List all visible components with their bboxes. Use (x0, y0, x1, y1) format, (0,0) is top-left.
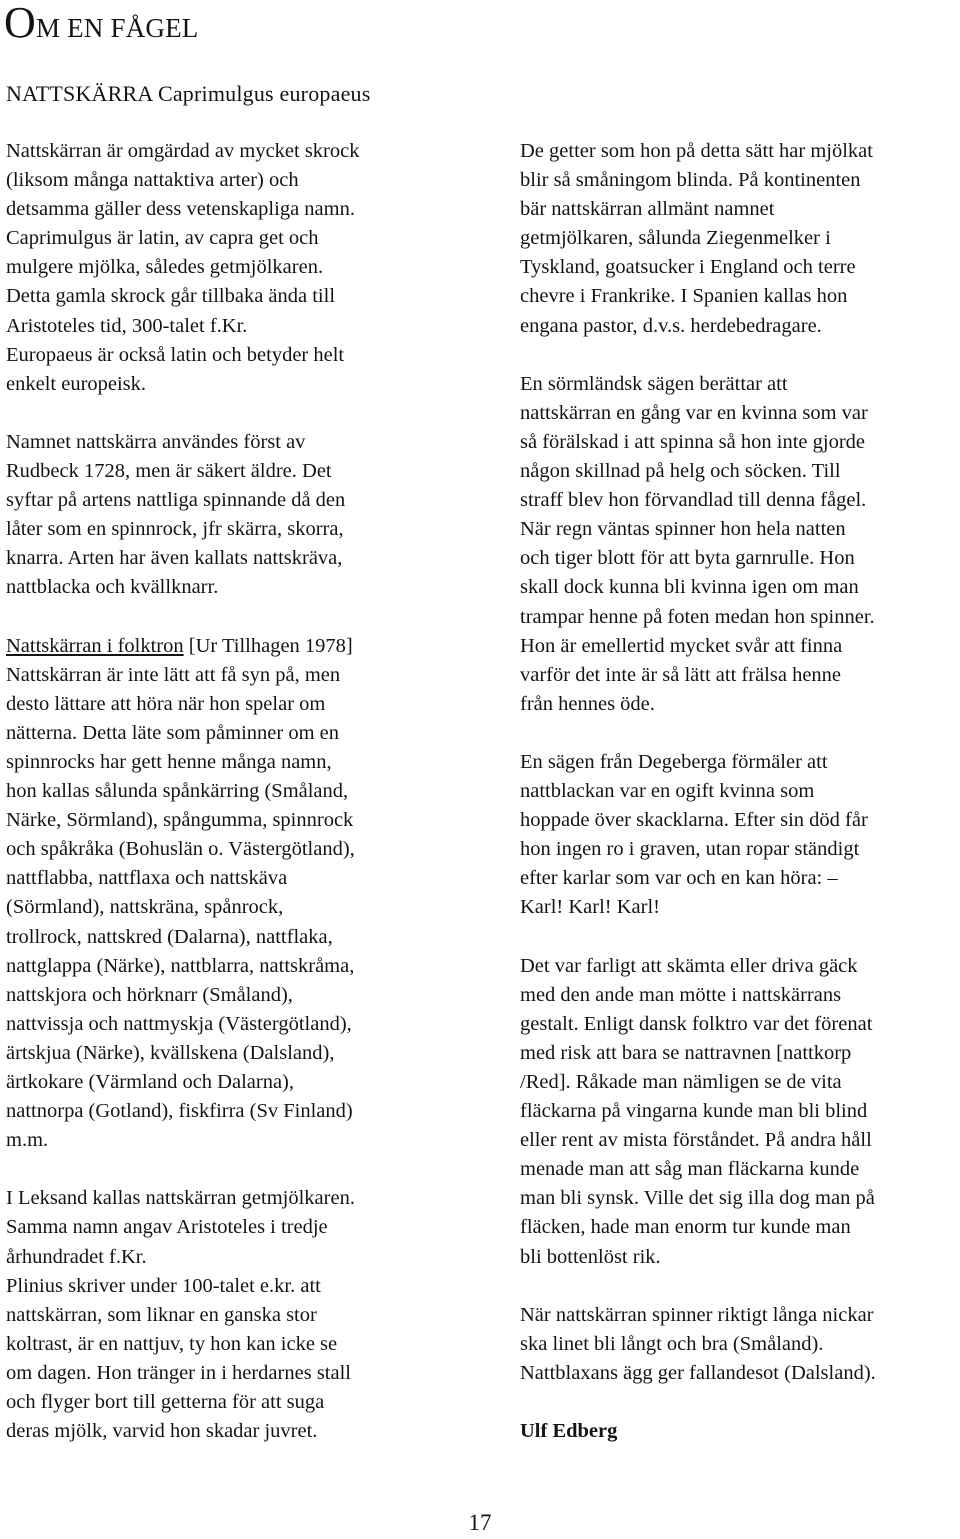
text-line: Tyskland, goatsucker i England och terre (520, 256, 856, 279)
text-line: skall dock kunna bli kvinna igen om man (520, 576, 859, 599)
text-line: Plinius skriver under 100-talet e.kr. att (6, 1274, 321, 1297)
text-line: nattvissja och nattmyskja (Västergötland), (6, 1012, 352, 1035)
text-line: En sörmländsk sägen berättar att (520, 372, 788, 395)
text-line: ärtkokare (Värmland och Dalarna), (6, 1071, 294, 1093)
article-subtitle: NATTSKÄRRA Caprimulgus europaeus (6, 81, 371, 106)
text-line: man bli synsk. Ville det sig illa dog man på (520, 1187, 875, 1210)
text-line: Rudbeck 1728, men är säkert äldre. Det (6, 460, 332, 483)
text-line: Caprimulgus är latin, av capra get och (6, 227, 319, 250)
paragraph-body (6, 661, 460, 1156)
text-line: bli bottenlöst rik. (520, 1245, 661, 1268)
folklore-heading: Nattskärran i folktron (6, 634, 184, 657)
text-line: ärtskjua (Närke), kvällskena (Dalsland), (6, 1041, 335, 1064)
text-line: Närke, Sörmland), spångumma, spinnrock (6, 809, 354, 832)
text-line: Nattblaxans ägg ger fallandesot (Dalsland). (520, 1361, 876, 1384)
folklore-source: [Ur Tillhagen 1978] (183, 634, 353, 657)
text-line: Europaeus är också latin och betyder helt (6, 343, 345, 366)
text-line: hon kallas sålunda spånkärring (Småland, (6, 780, 349, 803)
text-line: Nattskärran är omgärdad av mycket skrock (6, 140, 360, 162)
text-line: med den ande man mötte i nattskärrans (520, 983, 842, 1006)
text-line: fläckarna på vingarna kunde man bli blind (520, 1100, 868, 1123)
text-line: koltrast, är en nattjuv, ty hon kan icke se (6, 1332, 338, 1355)
text-line: Samma namn angav Aristoteles i tredje (6, 1216, 328, 1239)
text-line: århundradet f.Kr. (6, 1245, 147, 1268)
text-line: om dagen. Hon tränger in i herdarnes stall (6, 1361, 351, 1384)
author-signature: Ulf Edberg (520, 1420, 618, 1443)
page-heading (4, 0, 198, 51)
text-line: gestalt. Enligt dansk folktro var det förenat (520, 1012, 873, 1035)
text-line: Namnet nattskärra användes först av (6, 430, 306, 453)
text-line: blir så småningom blinda. På kontinenten (520, 169, 861, 192)
text-line: nattflabba, nattflaxa och nattskäva (6, 867, 288, 890)
text-line: låter som en spinnrock, jfr skärra, skorra, (6, 518, 344, 541)
paragraph (520, 370, 960, 719)
text-line: nattblackan var en ogift kvinna som (520, 780, 815, 803)
heading-rest: M EN FÅGEL (35, 13, 199, 43)
text-line: och tiger blott för att byta garnrulle. Hon (520, 547, 855, 570)
text-line: straff blev hon förvandlad till denna fågel. (520, 489, 867, 512)
text-line: nattskärran, som liknar en ganska stor (6, 1303, 317, 1326)
text-line: Det var farligt att skämta eller driva gäck (520, 954, 858, 977)
text-line: varför det inte är så lätt att frälsa henne (520, 663, 842, 686)
text-line: deras mjölk, varvid hon skadar juvret. (6, 1420, 318, 1443)
text-line: nattskärran en gång var en kvinna som var (520, 401, 868, 424)
text-line: och spåkråka (Bohuslän o. Västergötland), (6, 838, 355, 861)
paragraph (520, 952, 960, 1272)
text-line: Nattskärran är inte lätt att få syn på, men (6, 663, 341, 686)
text-line: eller rent av mista förståndet. På andra håll (520, 1129, 872, 1152)
text-line: m.m. (6, 1129, 49, 1152)
text-line: detsamma gäller dess vetenskapliga namn. (6, 198, 355, 221)
text-line: bär nattskärran allmänt namnet (520, 198, 775, 221)
text-line: Hon är emellertid mycket svår att finna (520, 634, 843, 657)
text-line: mulgere mjölka, således getmjölkaren. (6, 256, 324, 279)
text-line: ska linet bli långt och bra (Småland). (520, 1332, 824, 1355)
text-line: fläcken, hade man enorm tur kunde man (520, 1216, 851, 1239)
paragraph (6, 428, 460, 603)
text-line: nattnorpa (Gotland), fiskfirra (Sv Finland) (6, 1100, 353, 1123)
text-line: spinnrocks har gett henne många namn, (6, 750, 332, 773)
text-line: I Leksand kallas nattskärran getmjölkaren. (6, 1187, 355, 1210)
text-line: engana pastor, d.v.s. herdebedragare. (520, 314, 822, 337)
text-line: (liksom många nattaktiva arter) och (6, 169, 299, 192)
text-line: så förälskad i att spinna så hon inte gjorde (520, 430, 865, 453)
text-line: nattskjora och hörknarr (Småland), (6, 983, 293, 1006)
paragraph (6, 137, 460, 399)
text-line: efter karlar som var och en kan höra: – (520, 867, 838, 890)
paragraph (6, 1184, 460, 1446)
text-line: och flyger bort till getterna för att suga (6, 1391, 325, 1414)
text-line: nätterna. Detta läte som påminner om en (6, 721, 340, 744)
text-line: nattblacka och kvällknarr. (6, 576, 219, 599)
text-line: trampar henne på foten medan hon spinner. (520, 605, 875, 628)
text-line: De getter som hon på detta sätt har mjölkat (520, 140, 873, 162)
text-line: från hennes öde. (520, 692, 655, 715)
text-line: chevre i Frankrike. I Spanien kallas hon (520, 285, 848, 308)
text-line: hon ingen ro i graven, utan ropar ständigt (520, 838, 860, 861)
text-line: nattglappa (Närke), nattblarra, nattskråma, (6, 954, 355, 977)
text-line: trollrock, nattskred (Dalarna), nattflaka, (6, 925, 333, 948)
paragraph (520, 748, 960, 923)
text-line: getmjölkaren, sålunda Ziegenmelker i (520, 227, 831, 250)
text-line: med risk att bara se nattravnen [nattkorp (520, 1041, 852, 1064)
left-column (6, 137, 460, 1446)
text-line: någon skillnad på helg och söcken. Till (520, 460, 841, 483)
text-line: Karl! Karl! Karl! (520, 896, 661, 919)
text-line: enkelt europeisk. (6, 372, 147, 395)
text-line: Aristoteles tid, 300-talet f.Kr. (6, 314, 248, 337)
paragraph (520, 137, 960, 341)
text-line: Detta gamla skrock går tillbaka ända till (6, 285, 336, 308)
text-line: (Sörmland), nattskräna, spånrock, (6, 896, 284, 919)
text-line: desto lättare att höra när hon spelar om (6, 692, 326, 715)
paragraph (520, 1301, 960, 1388)
text-line: /Red]. Råkade man nämligen se de vita (520, 1071, 842, 1093)
text-line: syftar på artens nattliga spinnande då den (6, 489, 346, 512)
page-number: 17 (468, 1510, 492, 1535)
text-line: En sägen från Degeberga förmäler att (520, 750, 828, 773)
right-column (520, 137, 960, 1446)
paragraph (6, 632, 460, 1156)
text-line: menade man att såg man fläckarna kunde (520, 1158, 860, 1181)
text-line: knarra. Arten har även kallats nattskräva, (6, 547, 343, 570)
text-line: När nattskärran spinner riktigt långa nickar (520, 1303, 874, 1326)
text-line: hoppade över skacklarna. Efter sin död får (520, 809, 868, 832)
folklore-heading-line (6, 632, 460, 661)
text-line: När regn väntas spinner hon hela natten (520, 518, 846, 541)
heading-initial: O (4, 0, 36, 47)
